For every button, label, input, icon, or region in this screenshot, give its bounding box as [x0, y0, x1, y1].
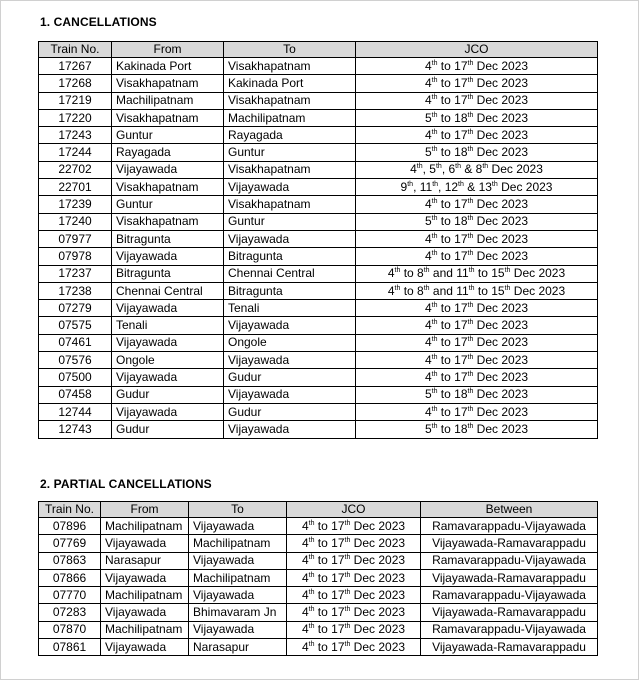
- cell-train: 07576: [39, 352, 112, 369]
- cell-train: 07500: [39, 369, 112, 386]
- cell-jco: 4th to 17th Dec 2023: [287, 639, 421, 656]
- cell-train: 17244: [39, 144, 112, 161]
- table-row: [39, 552, 598, 569]
- cell-train: 12743: [39, 421, 112, 438]
- cancellations-table: [38, 41, 598, 439]
- table-row: [39, 230, 598, 247]
- col-header-train-no: Train No.: [39, 502, 101, 518]
- cell-jco: 4th to 17th Dec 2023: [287, 535, 421, 552]
- cell-train: 22702: [39, 161, 112, 178]
- cell-from: Ongole: [112, 352, 224, 369]
- cell-jco: 4th to 17th Dec 2023: [287, 569, 421, 586]
- cell-train: 17268: [39, 75, 112, 92]
- partial-header-row: [39, 502, 598, 518]
- cell-jco: 4th to 17th Dec 2023: [356, 317, 598, 334]
- cell-from: Visakhapatnam: [112, 179, 224, 196]
- cell-train: 07866: [39, 569, 101, 586]
- cell-to: Vijayawada: [224, 179, 356, 196]
- col-header-from: From: [112, 42, 224, 58]
- cell-to: Vijayawada: [189, 587, 287, 604]
- col-header-to: To: [189, 502, 287, 518]
- table-row: [39, 403, 598, 420]
- table-row: [39, 386, 598, 403]
- cell-to: Kakinada Port: [224, 75, 356, 92]
- cell-from: Machilipatnam: [101, 518, 189, 535]
- cell-jco: 4th to 17th Dec 2023: [356, 334, 598, 351]
- cell-jco: 4th to 17th Dec 2023: [356, 300, 598, 317]
- table-row: [39, 569, 598, 586]
- cell-jco: 4th to 17th Dec 2023: [287, 587, 421, 604]
- table-row: [39, 587, 598, 604]
- table-row: [39, 639, 598, 656]
- cell-between: Ramavarappadu-Vijayawada: [421, 552, 598, 569]
- cell-jco: 4th to 17th Dec 2023: [356, 230, 598, 247]
- cell-to: Tenali: [224, 300, 356, 317]
- table-row: [39, 621, 598, 638]
- cell-between: Ramavarappadu-Vijayawada: [421, 587, 598, 604]
- cell-from: Vijayawada: [101, 604, 189, 621]
- cell-from: Bitragunta: [112, 230, 224, 247]
- cell-jco: 4th, 5th, 6th & 8th Dec 2023: [356, 161, 598, 178]
- cell-to: Vijayawada: [224, 317, 356, 334]
- cell-from: Visakhapatnam: [112, 75, 224, 92]
- cell-from: Rayagada: [112, 144, 224, 161]
- cell-jco: 5th to 18th Dec 2023: [356, 386, 598, 403]
- cell-from: Vijayawada: [112, 300, 224, 317]
- cell-from: Chennai Central: [112, 282, 224, 299]
- table-row: [39, 109, 598, 126]
- cell-jco: 4th to 17th Dec 2023: [356, 352, 598, 369]
- cancellations-body: [39, 58, 598, 439]
- cell-to: Visakhapatnam: [224, 58, 356, 75]
- cell-to: Guntur: [224, 144, 356, 161]
- cell-jco: 4th to 17th Dec 2023: [356, 92, 598, 109]
- cell-from: Machilipatnam: [101, 621, 189, 638]
- cell-from: Narasapur: [101, 552, 189, 569]
- cell-train: 22701: [39, 179, 112, 196]
- cell-jco: 4th to 17th Dec 2023: [356, 58, 598, 75]
- col-header-between: Between: [421, 502, 598, 518]
- cell-train: 07978: [39, 248, 112, 265]
- cell-jco: 5th to 18th Dec 2023: [356, 213, 598, 230]
- cell-jco: 4th to 17th Dec 2023: [356, 75, 598, 92]
- table-row: [39, 369, 598, 386]
- cell-from: Gudur: [112, 421, 224, 438]
- cell-train: 07283: [39, 604, 101, 621]
- cell-to: Ongole: [224, 334, 356, 351]
- cell-from: Tenali: [112, 317, 224, 334]
- cell-from: Kakinada Port: [112, 58, 224, 75]
- cell-from: Vijayawada: [112, 369, 224, 386]
- cell-from: Vijayawada: [101, 535, 189, 552]
- cell-jco: 4th to 17th Dec 2023: [356, 248, 598, 265]
- cell-jco: 4th to 17th Dec 2023: [356, 127, 598, 144]
- cell-between: Ramavarappadu-Vijayawada: [421, 621, 598, 638]
- cell-train: 07870: [39, 621, 101, 638]
- cell-train: 07575: [39, 317, 112, 334]
- cancellations-header-row: [39, 42, 598, 58]
- cell-train: 17240: [39, 213, 112, 230]
- cell-train: 07863: [39, 552, 101, 569]
- cell-from: Vijayawada: [112, 334, 224, 351]
- table-row: [39, 604, 598, 621]
- table-row: [39, 334, 598, 351]
- cell-to: Vijayawada: [224, 386, 356, 403]
- cell-train: 07977: [39, 230, 112, 247]
- cell-train: 07769: [39, 535, 101, 552]
- cell-from: Vijayawada: [112, 248, 224, 265]
- cell-to: Machilipatnam: [224, 109, 356, 126]
- cell-jco: 5th to 18th Dec 2023: [356, 421, 598, 438]
- cell-jco: 4th to 8th and 11th to 15th Dec 2023: [356, 282, 598, 299]
- cell-to: Vijayawada: [189, 621, 287, 638]
- cell-train: 17267: [39, 58, 112, 75]
- cell-train: 17220: [39, 109, 112, 126]
- cell-between: Ramavarappadu-Vijayawada: [421, 518, 598, 535]
- cell-from: Vijayawada: [112, 403, 224, 420]
- table-row: [39, 265, 598, 282]
- cell-to: Bitragunta: [224, 248, 356, 265]
- cell-jco: 9th, 11th, 12th & 13th Dec 2023: [356, 179, 598, 196]
- cell-jco: 4th to 17th Dec 2023: [356, 403, 598, 420]
- cell-to: Vijayawada: [189, 518, 287, 535]
- cell-to: Guntur: [224, 213, 356, 230]
- cell-from: Vijayawada: [112, 161, 224, 178]
- cell-train: 17243: [39, 127, 112, 144]
- table-row: [39, 92, 598, 109]
- cell-jco: 4th to 17th Dec 2023: [356, 196, 598, 213]
- col-header-from: From: [101, 502, 189, 518]
- cell-to: Machilipatnam: [189, 535, 287, 552]
- cell-train: 17237: [39, 265, 112, 282]
- cell-train: 12744: [39, 403, 112, 420]
- table-row: [39, 75, 598, 92]
- cell-from: Vijayawada: [101, 639, 189, 656]
- cancellations-heading: 1. CANCELLATIONS: [40, 15, 157, 29]
- cell-to: Rayagada: [224, 127, 356, 144]
- cell-train: 17219: [39, 92, 112, 109]
- cell-between: Vijayawada-Ramavarappadu: [421, 604, 598, 621]
- cell-between: Vijayawada-Ramavarappadu: [421, 535, 598, 552]
- cell-to: Visakhapatnam: [224, 161, 356, 178]
- cell-train: 07279: [39, 300, 112, 317]
- table-row: [39, 161, 598, 178]
- cell-train: 07896: [39, 518, 101, 535]
- table-row: [39, 282, 598, 299]
- cell-train: 07458: [39, 386, 112, 403]
- table-row: [39, 535, 598, 552]
- cell-to: Chennai Central: [224, 265, 356, 282]
- cell-to: Vijayawada: [224, 421, 356, 438]
- cell-from: Visakhapatnam: [112, 109, 224, 126]
- cell-to: Vijayawada: [224, 230, 356, 247]
- cell-between: Vijayawada-Ramavarappadu: [421, 569, 598, 586]
- cell-to: Gudur: [224, 403, 356, 420]
- table-row: [39, 421, 598, 438]
- table-row: [39, 196, 598, 213]
- col-header-jco: JCO: [287, 502, 421, 518]
- cell-jco: 5th to 18th Dec 2023: [356, 109, 598, 126]
- cell-to: Bitragunta: [224, 282, 356, 299]
- cell-train: 17239: [39, 196, 112, 213]
- table-row: [39, 317, 598, 334]
- table-row: [39, 300, 598, 317]
- table-row: [39, 179, 598, 196]
- table-row: [39, 144, 598, 161]
- table-row: [39, 213, 598, 230]
- table-row: [39, 248, 598, 265]
- cell-from: Gudur: [112, 386, 224, 403]
- cell-from: Guntur: [112, 127, 224, 144]
- cell-from: Vijayawada: [101, 569, 189, 586]
- cell-train: 07861: [39, 639, 101, 656]
- cell-jco: 4th to 17th Dec 2023: [287, 552, 421, 569]
- cell-train: 07770: [39, 587, 101, 604]
- col-header-to: To: [224, 42, 356, 58]
- col-header-train-no: Train No.: [39, 42, 112, 58]
- cell-jco: 5th to 18th Dec 2023: [356, 144, 598, 161]
- cell-to: Vijayawada: [189, 552, 287, 569]
- cell-from: Bitragunta: [112, 265, 224, 282]
- cell-to: Visakhapatnam: [224, 196, 356, 213]
- partial-cancellations-heading: 2. PARTIAL CANCELLATIONS: [40, 477, 212, 491]
- cell-to: Gudur: [224, 369, 356, 386]
- partial-cancellations-table: [38, 501, 598, 656]
- col-header-jco: JCO: [356, 42, 598, 58]
- cell-jco: 4th to 17th Dec 2023: [287, 621, 421, 638]
- cell-from: Machilipatnam: [101, 587, 189, 604]
- table-row: [39, 58, 598, 75]
- cell-from: Visakhapatnam: [112, 213, 224, 230]
- cell-jco: 4th to 17th Dec 2023: [287, 604, 421, 621]
- cell-to: Bhimavaram Jn: [189, 604, 287, 621]
- cell-train: 17238: [39, 282, 112, 299]
- cell-train: 07461: [39, 334, 112, 351]
- table-row: [39, 352, 598, 369]
- cell-from: Machilipatnam: [112, 92, 224, 109]
- cell-between: Vijayawada-Ramavarappadu: [421, 639, 598, 656]
- cell-jco: 4th to 17th Dec 2023: [356, 369, 598, 386]
- table-row: [39, 127, 598, 144]
- cell-to: Machilipatnam: [189, 569, 287, 586]
- cell-from: Guntur: [112, 196, 224, 213]
- cell-to: Visakhapatnam: [224, 92, 356, 109]
- cell-jco: 4th to 17th Dec 2023: [287, 518, 421, 535]
- cell-jco: 4th to 8th and 11th to 15th Dec 2023: [356, 265, 598, 282]
- cell-to: Vijayawada: [224, 352, 356, 369]
- partial-cancellations-body: [39, 518, 598, 656]
- table-row: [39, 518, 598, 535]
- cell-to: Narasapur: [189, 639, 287, 656]
